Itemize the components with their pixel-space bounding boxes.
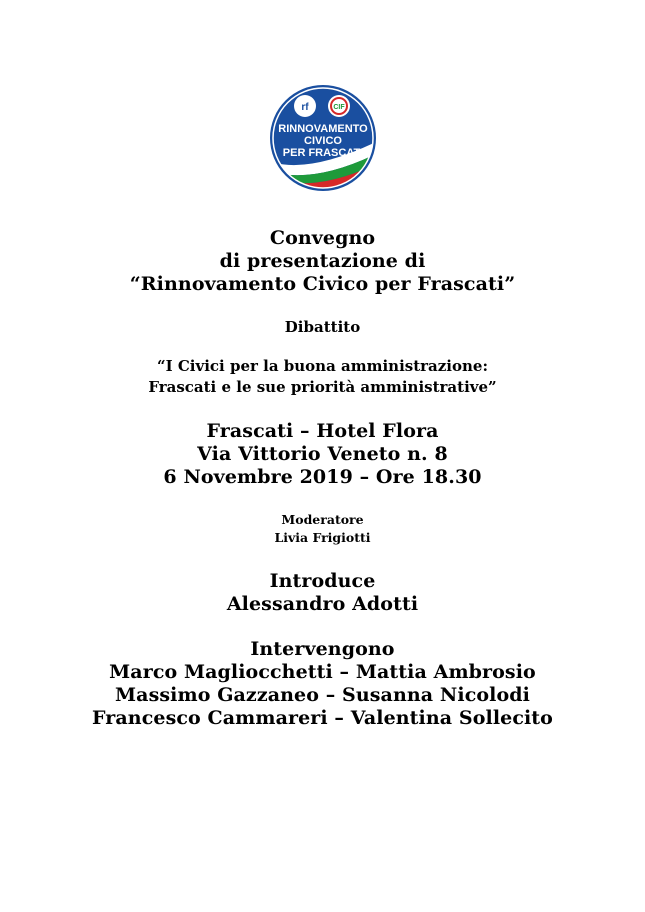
introduces-name: Alessandro Adotti	[226, 593, 419, 615]
title-line-2: di presentazione di	[219, 250, 426, 272]
debate-label: Dibattito	[284, 318, 361, 336]
debate-line-1: “I Civici per la buona amministrazione:	[157, 357, 488, 375]
svg-text:rf: rf	[301, 102, 309, 113]
moderator-name: Livia Frigiotti	[274, 530, 371, 545]
title-line-3: “Rinnovamento Civico per Frascati”	[129, 273, 516, 295]
date-time: 6 Novembre 2019 – Ore 18.30	[163, 466, 482, 488]
introduces-label: Introduce	[269, 570, 376, 592]
speaker-line: Massimo Gazzaneo – Susanna Nicolodi	[115, 684, 530, 706]
logo-text-line2: CIVICO	[304, 135, 342, 147]
speaker-line: Francesco Cammareri – Valentina Sollecito	[92, 707, 553, 729]
logo-text-line1: RINNOVAMENTO	[278, 123, 368, 135]
rinnovamento-civico-logo	[268, 83, 378, 193]
logo-text-line3: PER FRASCATI	[282, 147, 364, 159]
speakers-label: Intervengono	[250, 638, 395, 660]
address: Via Vittorio Veneto n. 8	[197, 443, 448, 465]
title-line-1: Convegno	[269, 227, 376, 249]
venue: Frascati – Hotel Flora	[206, 420, 439, 442]
svg-text:CIF: CIF	[333, 104, 345, 111]
speaker-line: Marco Magliocchetti – Mattia Ambrosio	[109, 661, 536, 683]
moderator-label: Moderatore	[281, 512, 364, 527]
debate-line-2: Frascati e le sue priorità amministrative”	[148, 378, 497, 396]
